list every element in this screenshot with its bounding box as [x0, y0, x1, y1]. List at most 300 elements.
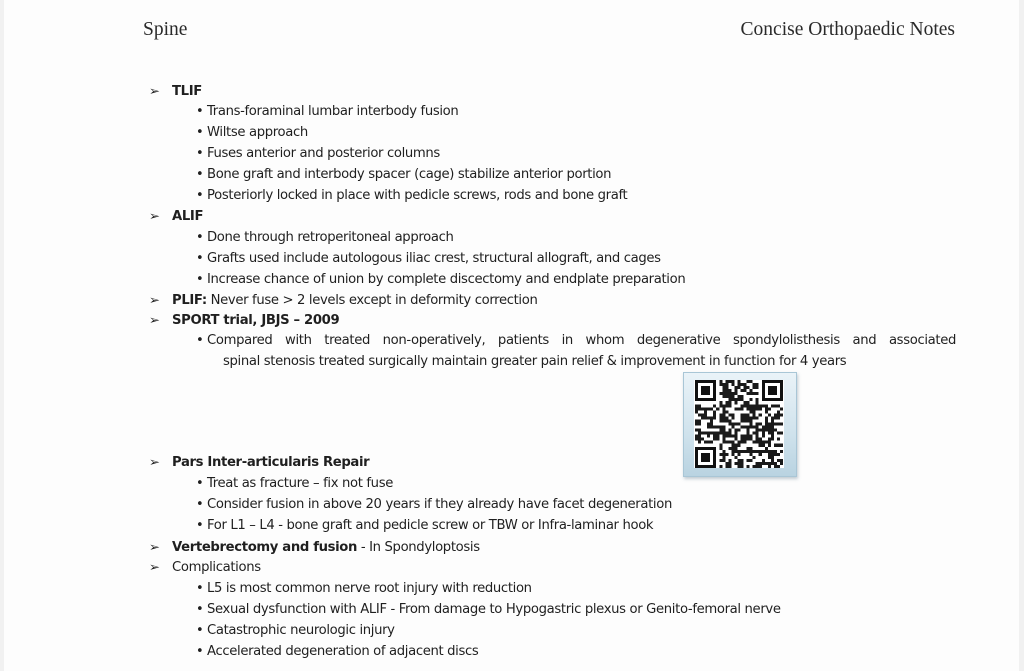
qr-module — [774, 450, 777, 453]
qr-module — [741, 462, 744, 465]
qr-module — [728, 395, 731, 398]
qr-module — [759, 462, 762, 465]
qr-module — [774, 453, 777, 456]
qr-module — [780, 444, 783, 447]
qr-module — [722, 432, 725, 435]
qr-module — [695, 429, 698, 432]
qr-module — [759, 444, 762, 447]
qr-module — [768, 462, 771, 465]
qr-module — [768, 429, 771, 432]
arrow-bullet-icon: ➢ — [148, 540, 160, 554]
qr-module — [744, 413, 747, 416]
qr-module — [750, 453, 753, 456]
qr-module — [695, 435, 698, 438]
qr-module — [737, 407, 740, 410]
list-item-text: Sexual dysfunction with ALIF - From damage to Hypogastric plexus or Genito-femoral nerve — [207, 602, 781, 617]
qr-module — [734, 462, 737, 465]
list-item — [196, 643, 478, 661]
qr-module — [750, 422, 753, 425]
qr-module — [728, 401, 731, 404]
qr-module — [719, 413, 722, 416]
qr-module — [725, 465, 728, 468]
qr-module — [777, 465, 780, 468]
qr-module — [753, 386, 756, 389]
qr-module — [768, 422, 771, 425]
bullet-icon: • — [196, 125, 204, 140]
qr-module — [734, 450, 737, 453]
qr-module — [707, 432, 710, 435]
qr-module — [719, 380, 722, 383]
qr-module — [741, 383, 744, 386]
qr-module — [771, 426, 774, 429]
qr-module — [744, 435, 747, 438]
qr-module — [719, 383, 722, 386]
list-item-text: For L1 – L4 - bone graft and pedicle screw or TBW or Infra-laminar hook — [207, 518, 654, 533]
qr-module — [762, 432, 765, 435]
qr-module — [750, 435, 753, 438]
qr-module — [771, 435, 774, 438]
qr-module — [762, 435, 765, 438]
list-item-text: Done through retroperitoneal approach — [207, 230, 454, 245]
heading-text: PLIF: — [172, 293, 207, 308]
bullet-icon: • — [196, 581, 204, 596]
qr-module — [762, 441, 765, 444]
qr-module — [747, 419, 750, 422]
qr-module — [750, 392, 753, 395]
qr-module — [701, 432, 704, 435]
qr-module — [698, 432, 701, 435]
list-item — [196, 517, 653, 535]
qr-module — [768, 465, 771, 468]
qr-module — [725, 432, 728, 435]
qr-module — [719, 404, 722, 407]
qr-module — [741, 450, 744, 453]
qr-module — [701, 413, 704, 416]
heading-tlif — [150, 82, 202, 101]
qr-module — [728, 429, 731, 432]
qr-module — [747, 432, 750, 435]
heading-text: TLIF — [172, 84, 202, 99]
qr-module — [747, 407, 750, 410]
qr-module — [777, 422, 780, 425]
qr-module — [725, 441, 728, 444]
qr-module — [728, 462, 731, 465]
qr-module — [747, 404, 750, 407]
qr-module — [777, 453, 780, 456]
qr-module — [728, 432, 731, 435]
arrow-bullet-icon: ➢ — [148, 560, 160, 574]
qr-module — [765, 462, 768, 465]
qr-module — [771, 432, 774, 435]
qr-module — [734, 422, 737, 425]
qr-module — [768, 432, 771, 435]
qr-module — [768, 426, 771, 429]
qr-module — [762, 429, 765, 432]
qr-module — [722, 459, 725, 462]
qr-code-frame — [683, 372, 797, 477]
list-item — [196, 166, 611, 184]
qr-module — [744, 389, 747, 392]
qr-module — [756, 441, 759, 444]
bullet-icon: • — [196, 272, 204, 287]
qr-module — [695, 404, 698, 407]
qr-module — [737, 459, 740, 462]
qr-module — [719, 429, 722, 432]
qr-code-icon — [694, 380, 784, 468]
qr-module — [725, 404, 728, 407]
qr-module — [780, 450, 783, 453]
qr-module — [753, 392, 756, 395]
qr-module — [771, 459, 774, 462]
qr-module — [722, 413, 725, 416]
qr-module — [722, 389, 725, 392]
qr-module — [744, 441, 747, 444]
qr-module — [734, 407, 737, 410]
qr-module — [780, 462, 783, 465]
qr-module — [713, 432, 716, 435]
qr-module — [737, 453, 740, 456]
qr-module — [756, 432, 759, 435]
qr-module — [747, 426, 750, 429]
qr-module — [731, 380, 734, 383]
qr-module — [741, 389, 744, 392]
qr-module — [722, 435, 725, 438]
list-item-text: Consider fusion in above 20 years if they already have facet degeneration — [207, 497, 672, 512]
qr-module — [719, 444, 722, 447]
qr-module — [722, 441, 725, 444]
qr-module — [750, 398, 753, 401]
list-item-text: Bone graft and interbody spacer (cage) stabilize anterior portion — [207, 167, 612, 182]
qr-module — [747, 380, 750, 383]
qr-module — [765, 416, 768, 419]
qr-module — [780, 432, 783, 435]
qr-finder-module — [701, 386, 710, 395]
qr-module — [722, 404, 725, 407]
bullet-icon: • — [196, 251, 204, 266]
qr-module — [744, 426, 747, 429]
qr-module — [731, 416, 734, 419]
qr-module — [725, 419, 728, 422]
qr-module — [722, 410, 725, 413]
qr-module — [762, 459, 765, 462]
qr-module — [741, 404, 744, 407]
qr-module — [777, 404, 780, 407]
qr-module — [768, 450, 771, 453]
qr-module — [753, 383, 756, 386]
qr-module — [704, 441, 707, 444]
qr-module — [777, 459, 780, 462]
qr-module — [698, 419, 701, 422]
qr-module — [731, 426, 734, 429]
qr-module — [759, 422, 762, 425]
list-item-text: Increase chance of union by complete discectomy and endplate preparation — [207, 272, 686, 287]
qr-module — [750, 438, 753, 441]
qr-module — [728, 404, 731, 407]
qr-module — [716, 438, 719, 441]
list-item-text: Trans-foraminal lumbar interbody fusion — [207, 104, 459, 119]
qr-module — [756, 404, 759, 407]
qr-module — [725, 386, 728, 389]
qr-module — [722, 386, 725, 389]
list-item — [196, 145, 440, 163]
bullet-icon: • — [196, 167, 204, 182]
qr-module — [731, 453, 734, 456]
qr-module — [765, 447, 768, 450]
qr-module — [747, 435, 750, 438]
qr-module — [722, 426, 725, 429]
bullet-icon: • — [196, 230, 204, 245]
qr-module — [756, 422, 759, 425]
qr-module — [728, 465, 731, 468]
qr-module — [744, 419, 747, 422]
qr-module — [728, 441, 731, 444]
heading-pars-repair — [150, 453, 369, 472]
qr-module — [695, 410, 698, 413]
qr-module — [768, 438, 771, 441]
qr-module — [701, 416, 704, 419]
qr-module — [741, 441, 744, 444]
qr-module — [737, 380, 740, 383]
qr-module — [759, 413, 762, 416]
qr-module — [765, 426, 768, 429]
qr-module — [750, 389, 753, 392]
arrow-bullet-icon: ➢ — [148, 455, 160, 469]
qr-module — [756, 450, 759, 453]
bullet-icon: • — [196, 602, 204, 617]
qr-module — [728, 419, 731, 422]
heading-plif — [150, 291, 537, 310]
qr-module — [737, 398, 740, 401]
qr-module — [747, 447, 750, 450]
qr-module — [756, 465, 759, 468]
qr-module — [753, 432, 756, 435]
qr-module — [734, 398, 737, 401]
qr-module — [725, 392, 728, 395]
qr-module — [741, 416, 744, 419]
qr-module — [734, 447, 737, 450]
qr-module — [728, 447, 731, 450]
qr-module — [774, 462, 777, 465]
qr-module — [722, 392, 725, 395]
qr-module — [737, 441, 740, 444]
qr-module — [719, 401, 722, 404]
qr-module — [701, 438, 704, 441]
qr-module — [771, 462, 774, 465]
list-item-text: L5 is most common nerve root injury with reduction — [207, 581, 532, 596]
vertebrectomy-note: - In Spondyloptosis — [357, 540, 480, 555]
list-item-text: Wiltse approach — [207, 125, 308, 140]
qr-module — [725, 410, 728, 413]
qr-module — [756, 429, 759, 432]
qr-module — [716, 435, 719, 438]
qr-module — [750, 416, 753, 419]
qr-module — [734, 401, 737, 404]
qr-module — [780, 459, 783, 462]
qr-module — [765, 422, 768, 425]
qr-module — [759, 465, 762, 468]
qr-module — [725, 401, 728, 404]
qr-module — [771, 404, 774, 407]
qr-module — [753, 416, 756, 419]
qr-module — [765, 404, 768, 407]
qr-module — [747, 429, 750, 432]
qr-module — [774, 465, 777, 468]
qr-module — [756, 407, 759, 410]
qr-module — [719, 432, 722, 435]
heading-alif — [150, 207, 203, 226]
qr-module — [698, 407, 701, 410]
qr-module — [744, 383, 747, 386]
qr-module — [753, 404, 756, 407]
qr-module — [710, 416, 713, 419]
list-item — [196, 187, 627, 205]
qr-module — [759, 453, 762, 456]
qr-module — [768, 444, 771, 447]
qr-module — [731, 447, 734, 450]
qr-module — [750, 407, 753, 410]
qr-module — [753, 441, 756, 444]
qr-module — [747, 401, 750, 404]
qr-module — [731, 383, 734, 386]
qr-module — [762, 450, 765, 453]
qr-module — [719, 419, 722, 422]
qr-module — [737, 395, 740, 398]
list-item-text: Compared with treated non-operatively, patients in whom degenerative spondylolisthesis and associated — [207, 333, 956, 348]
qr-module — [731, 450, 734, 453]
qr-module — [719, 426, 722, 429]
qr-module — [747, 465, 750, 468]
qr-module — [759, 429, 762, 432]
list-item-text: Fuses anterior and posterior columns — [207, 146, 440, 161]
list-item — [196, 271, 685, 289]
bullet-icon: • — [196, 623, 204, 638]
qr-module — [734, 435, 737, 438]
qr-module — [759, 404, 762, 407]
qr-module — [710, 426, 713, 429]
qr-module — [741, 398, 744, 401]
running-head-book-title: Concise Orthopaedic Notes — [740, 19, 955, 40]
qr-module — [698, 404, 701, 407]
qr-module — [704, 413, 707, 416]
qr-module — [698, 422, 701, 425]
qr-module — [734, 444, 737, 447]
qr-module — [716, 432, 719, 435]
qr-module — [747, 438, 750, 441]
qr-module — [728, 389, 731, 392]
qr-module — [698, 438, 701, 441]
qr-module — [750, 380, 753, 383]
qr-module — [722, 416, 725, 419]
bullet-icon: • — [196, 497, 204, 512]
qr-module — [771, 429, 774, 432]
qr-module — [756, 462, 759, 465]
qr-module — [710, 422, 713, 425]
qr-module — [737, 462, 740, 465]
qr-module — [698, 413, 701, 416]
qr-module — [731, 395, 734, 398]
qr-module — [725, 383, 728, 386]
qr-module — [722, 383, 725, 386]
qr-module — [756, 398, 759, 401]
arrow-bullet-icon: ➢ — [148, 84, 160, 98]
qr-module — [707, 426, 710, 429]
qr-module — [768, 453, 771, 456]
qr-module — [768, 407, 771, 410]
qr-module — [741, 395, 744, 398]
qr-module — [731, 398, 734, 401]
qr-module — [719, 416, 722, 419]
bullet-icon: • — [196, 146, 204, 161]
qr-module — [759, 438, 762, 441]
qr-module — [695, 419, 698, 422]
qr-module — [771, 450, 774, 453]
qr-module — [756, 386, 759, 389]
qr-module — [695, 422, 698, 425]
qr-module — [756, 383, 759, 386]
qr-module — [731, 392, 734, 395]
heading-text: Vertebrectomy and fusion — [172, 540, 358, 555]
list-item-text: Treat as fracture – fix not fuse — [207, 476, 393, 491]
qr-module — [731, 435, 734, 438]
qr-module — [698, 435, 701, 438]
qr-module — [728, 459, 731, 462]
qr-module — [777, 416, 780, 419]
qr-module — [704, 407, 707, 410]
qr-module — [744, 404, 747, 407]
qr-module — [744, 416, 747, 419]
qr-module — [762, 444, 765, 447]
qr-module — [765, 410, 768, 413]
arrow-bullet-icon: ➢ — [148, 209, 160, 223]
qr-module — [719, 447, 722, 450]
qr-module — [747, 386, 750, 389]
qr-module — [719, 465, 722, 468]
qr-module — [710, 407, 713, 410]
qr-module — [771, 438, 774, 441]
qr-module — [722, 429, 725, 432]
qr-module — [695, 407, 698, 410]
qr-module — [728, 392, 731, 395]
qr-module — [734, 389, 737, 392]
qr-module — [750, 450, 753, 453]
qr-module — [756, 392, 759, 395]
qr-module — [704, 432, 707, 435]
qr-module — [731, 422, 734, 425]
qr-module — [756, 435, 759, 438]
qr-module — [768, 441, 771, 444]
qr-module — [710, 419, 713, 422]
qr-module — [744, 401, 747, 404]
qr-finder-module — [701, 453, 710, 462]
bullet-icon: • — [196, 476, 204, 491]
qr-module — [741, 413, 744, 416]
qr-module — [759, 407, 762, 410]
qr-module — [728, 435, 731, 438]
qr-module — [765, 419, 768, 422]
qr-module — [695, 438, 698, 441]
qr-module — [722, 438, 725, 441]
qr-module — [741, 419, 744, 422]
qr-module — [713, 435, 716, 438]
heading-sport-trial — [150, 311, 339, 330]
qr-module — [771, 422, 774, 425]
qr-module — [725, 395, 728, 398]
qr-module — [750, 419, 753, 422]
qr-module — [759, 441, 762, 444]
qr-module — [722, 453, 725, 456]
qr-module — [756, 401, 759, 404]
qr-module — [750, 410, 753, 413]
